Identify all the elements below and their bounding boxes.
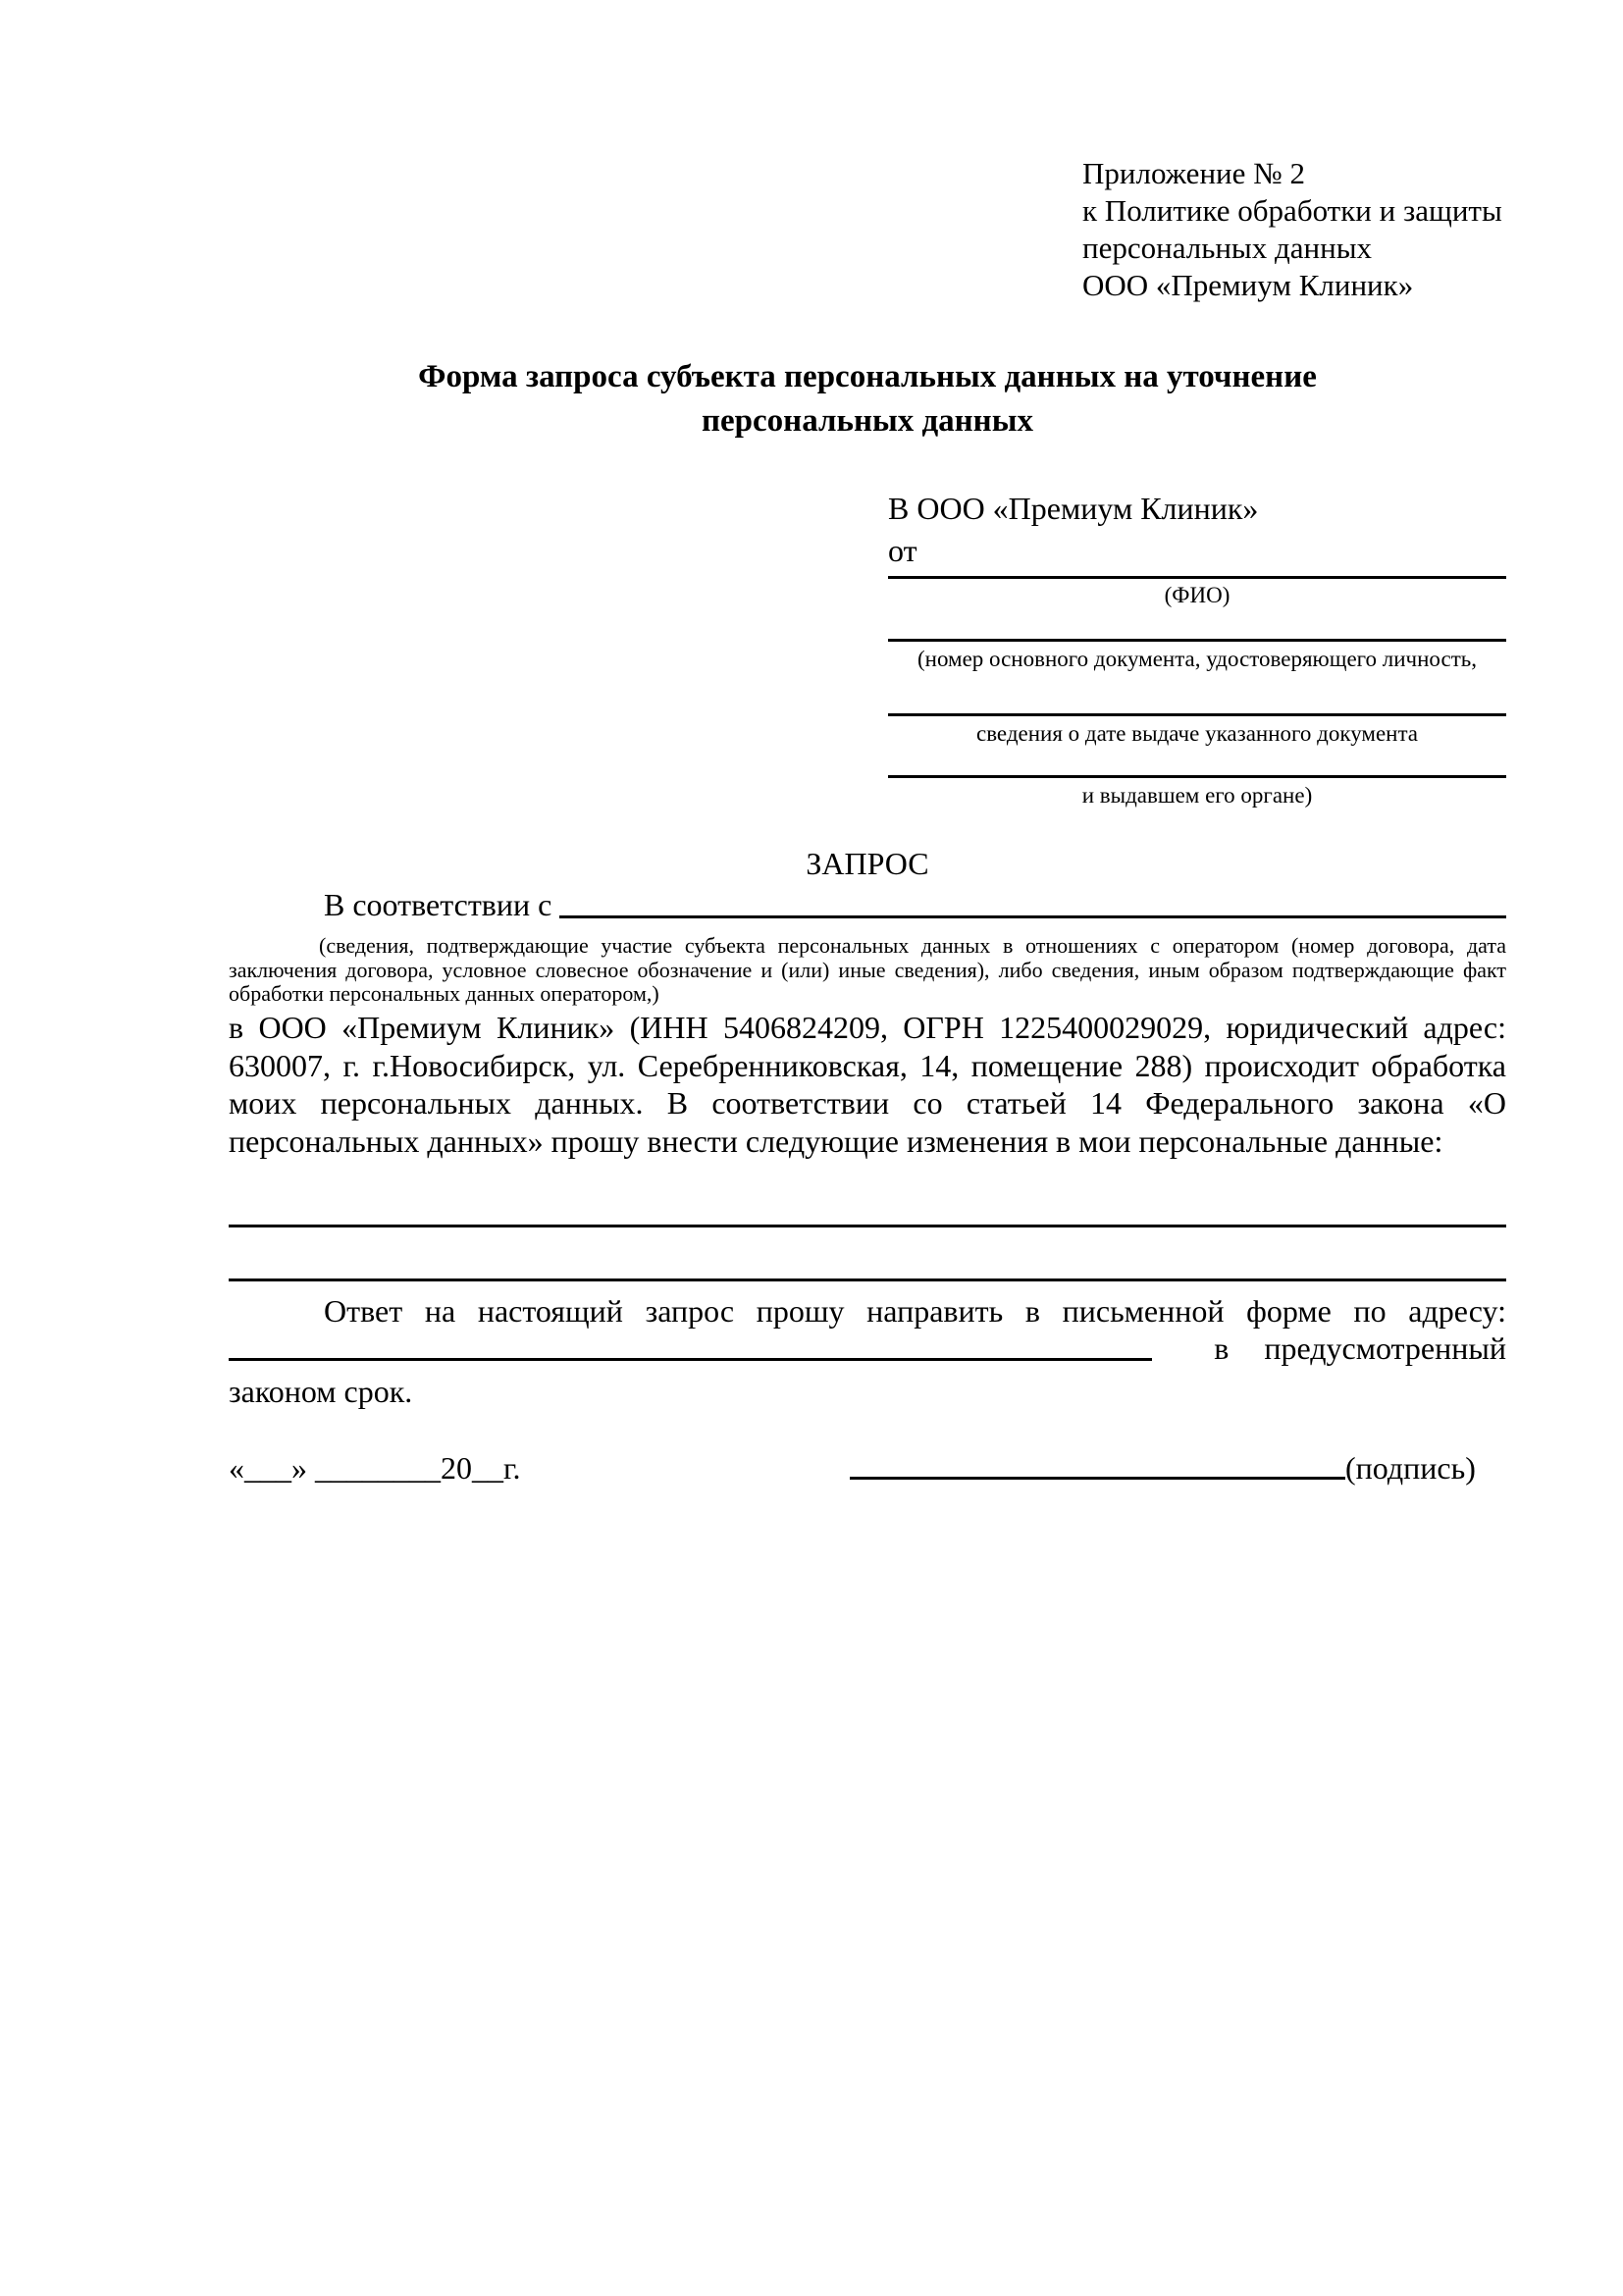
intro-blank-line <box>559 887 1506 918</box>
recipient-organization: В ООО «Премиум Клиник» <box>888 491 1259 526</box>
appendix-note-line: Приложение № 2 <box>1082 156 1305 190</box>
document-number-label: (номер основного документа, удостоверяющего личность, <box>916 647 1477 671</box>
issue-date-blank-line <box>888 713 1506 716</box>
footnote-text: (сведения, подтверждающие участие субъекта персональных данных в отношениях с оператором (номер договора, дата заключения договора, условное словесное обозначение и (или) иные сведения), либо сведения, иным образом подтверждающие факт обработки персональных данных оператором,) <box>229 933 1506 1006</box>
signature-blank-line <box>850 1477 1345 1480</box>
intro-line <box>229 887 1506 923</box>
appendix-note <box>1082 155 1502 304</box>
answer-closing-line: законом срок. <box>229 1374 413 1409</box>
issuing-authority-blank-line <box>888 775 1506 778</box>
signature-label: (подпись) <box>1345 1450 1476 1486</box>
fio-label: (ФИО) <box>1164 583 1230 607</box>
recipient-from-word: от <box>888 533 917 568</box>
changes-blank-line-1 <box>229 1225 1506 1227</box>
appendix-note-line: персональных данных <box>1082 231 1373 265</box>
changes-blank-line-2 <box>229 1278 1506 1281</box>
answer-request-line: Ответ на настоящий запрос прошу направить в письменной форме по адресу: <box>324 1293 1506 1329</box>
request-body-paragraph: в ООО «Премиум Клиник» (ИНН 5406824209, ОГРН 1225400029029, юридический адрес: 630007, г. г.Новосибирск, ул. Серебренниковская, 14, помещение 288) происходит обработка моих персональных данных. В соответствии со статьей 14 Федерального закона «О персональных данных» прошу внести следующие изменения в мои персональные данные: <box>229 1010 1506 1159</box>
date-blank-line: «___» ________20__г. <box>229 1450 521 1486</box>
appendix-note-line: ООО «Премиум Клиник» <box>1082 268 1414 302</box>
request-heading: ЗАПРОС <box>806 846 929 881</box>
issuing-authority-label: и выдавшем его органе) <box>1081 783 1313 808</box>
address-blank-line <box>229 1358 1152 1361</box>
form-title-line2: персональных данных <box>702 403 1033 439</box>
answer-address-line <box>229 1331 1506 1367</box>
document-number-blank-line <box>888 639 1506 642</box>
signature-block <box>850 1450 1476 1487</box>
intro-text: В соответствии с <box>324 887 560 922</box>
issue-date-label: сведения о дате выдаче указанного документа <box>975 721 1419 746</box>
fio-blank-line <box>888 576 1506 579</box>
answer-address-tail: в предусмотренный <box>1214 1331 1506 1366</box>
appendix-note-line: к Политике обработки и защиты <box>1082 193 1502 228</box>
form-title-line1: Форма запроса субъекта персональных данных на уточнение <box>418 359 1317 394</box>
